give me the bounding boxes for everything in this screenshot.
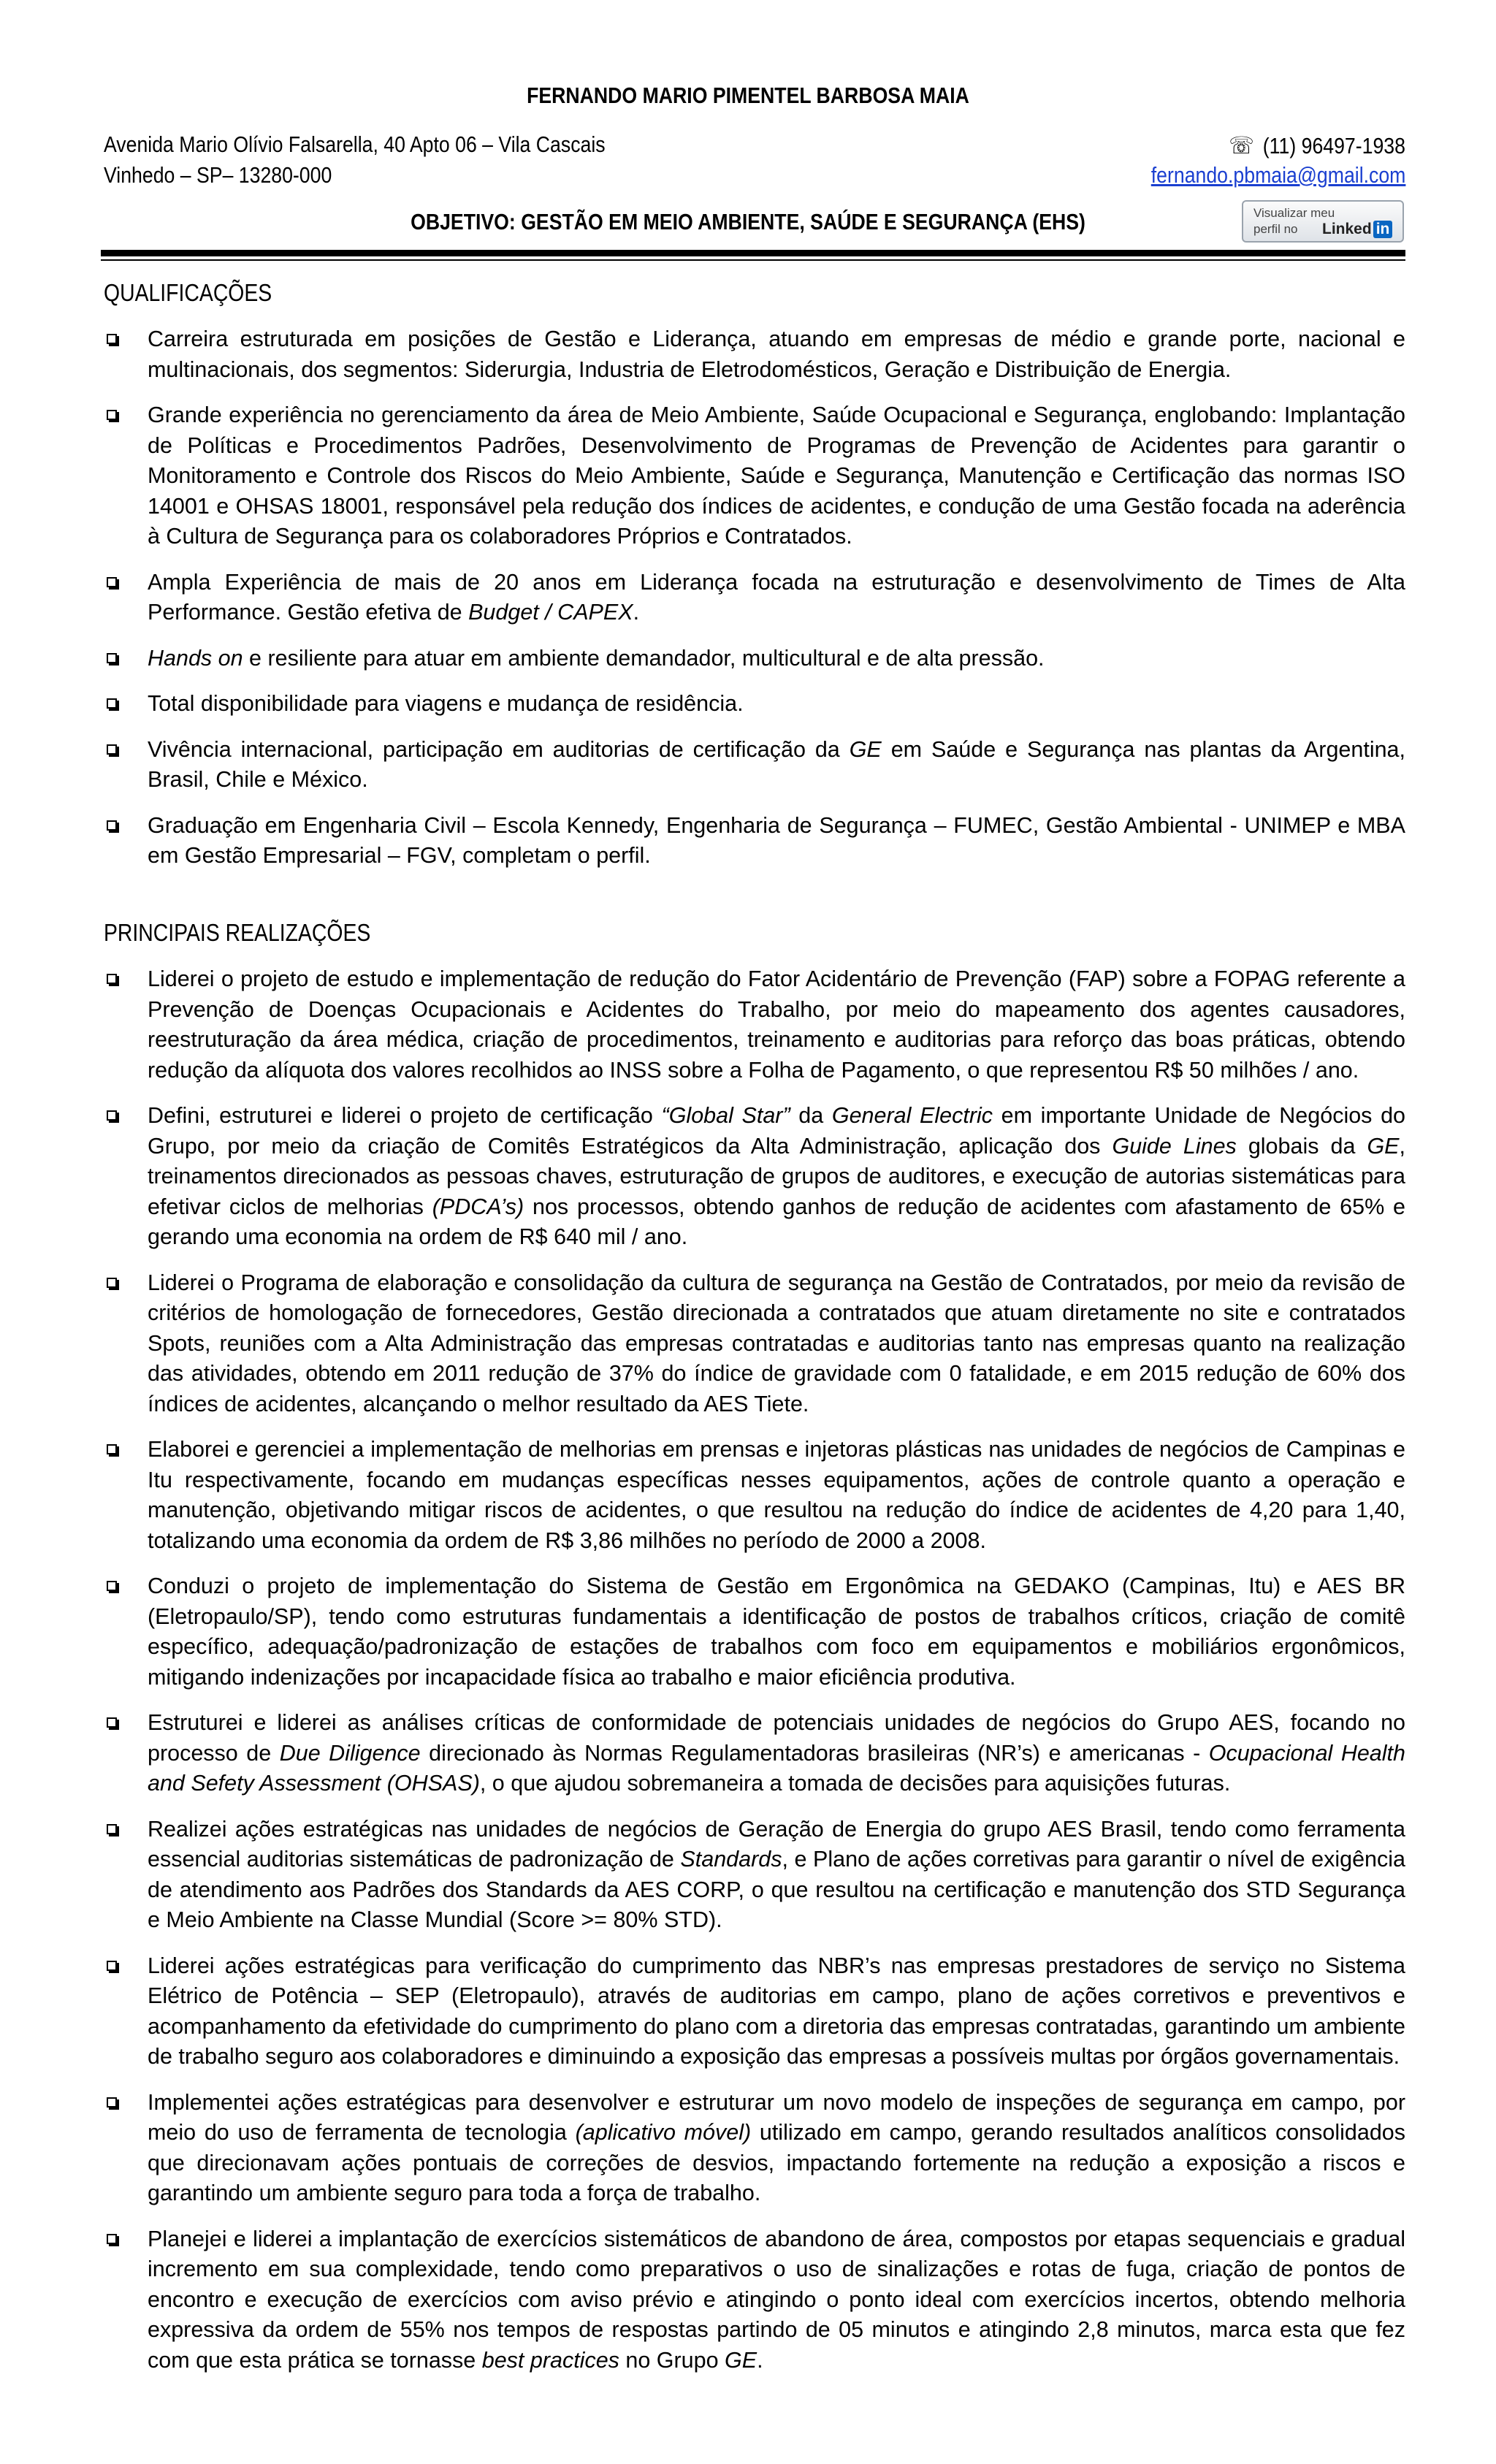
checkbox-bullet-icon	[107, 820, 117, 831]
list-item	[104, 964, 1405, 1086]
list-item-text	[148, 1268, 1405, 1420]
checkbox-bullet-icon	[107, 410, 117, 420]
text-run: em importante Unidade de Negócios do Grupo, por meio da criação de Comitês Estratégicos da Alta Administração, aplicação dos	[148, 1103, 1406, 1159]
checkbox-bullet-icon	[107, 1444, 117, 1454]
text-run: direcionado às Normas Regulamentadoras brasileiras (NR’s) e americanas -	[420, 1740, 1209, 1766]
list-item-text	[148, 324, 1405, 385]
text-run: Defini, estruturei e liderei o projeto de certificação	[148, 1103, 662, 1128]
list-item-text	[148, 1951, 1405, 2072]
list-item-text	[148, 2088, 1405, 2209]
text-run: Implementei ações estratégicas para desenvolver e estruturar um novo modelo de inspeções de segurança em campo, por meio do uso de ferramenta de tecnologia	[148, 2089, 1405, 2145]
list-item	[104, 644, 1405, 674]
list-item-text	[148, 1708, 1405, 1799]
text-run: globais da	[1236, 1133, 1367, 1159]
email-link[interactable]: fernando.pbmaia@gmail.com	[1150, 162, 1405, 188]
text-run: , o que ajudou sobremaneira a tomada de decisões para aquisições futuras.	[479, 1771, 1231, 1796]
list-item-text	[148, 1101, 1405, 1253]
checkbox-bullet-icon	[107, 653, 117, 663]
checkbox-bullet-icon	[107, 1581, 117, 1591]
checkbox-bullet-icon	[107, 577, 117, 587]
checkbox-bullet-icon	[107, 744, 117, 755]
list-item	[104, 1951, 1405, 2072]
text-run: e resiliente para atuar em ambiente demandador, multicultural e de alta pressão.	[243, 645, 1045, 671]
list-item	[104, 400, 1405, 552]
linkedin-in-box: in	[1373, 221, 1393, 238]
text-run: .	[633, 600, 640, 625]
list-item-text	[148, 644, 1405, 674]
emphasis-text: Due Diligence	[279, 1740, 421, 1766]
checkbox-bullet-icon	[107, 698, 117, 709]
text-run: Planejei e liderei a implantação de exercícios sistemáticos de abandono de área, compostos por etapas sequenciais e gradual incremento em sua complexidade, tendo como preparativos o uso de sinalizações e rotas de fuga, criação de pontos de encontro e execução de exercícios com aviso prévio e atingindo o ponto ideal com exercícios incertos, obtendo melhoria expressiva da ordem de 55% nos tempos de respostas partindo de 05 minutos e atingindo 2,8 minutos, marca esta que fez com que esta prática se tornasse	[148, 2226, 1405, 2373]
text-run: da	[790, 1103, 832, 1128]
realizacoes-list	[104, 964, 1405, 2391]
emphasis-text: GE	[1367, 1133, 1400, 1159]
candidate-name: FERNANDO MARIO PIMENTEL BARBOSA MAIA	[527, 83, 969, 108]
text-run: nos processos, obtendo ganhos de redução de acidentes com afastamento de 65% e gerando uma economia na ordem de R$ 640 mil / ano.	[148, 1194, 1406, 1249]
checkbox-bullet-icon	[107, 1717, 117, 1728]
checkbox-bullet-icon	[107, 1110, 117, 1121]
emphasis-text: Ocupacional Health and Sefety Assessment (OHSAS)	[148, 1740, 1405, 1796]
list-item-text	[148, 2224, 1405, 2376]
list-item-text	[148, 400, 1405, 552]
list-item-text	[148, 689, 1405, 720]
text-run: , e Plano de ações corretivas para garantir o nível de exigência de atendimento aos Padrões dos Standards da AES CORP, o que resultou na certificação e manutenção dos STD Segurança e Meio Ambiente na Classe Mundial (Score >= 80% STD).	[148, 1847, 1405, 1932]
checkbox-bullet-icon	[107, 1278, 117, 1288]
text-run: utilizado em campo, gerando resultados analíticos consolidados que direcionavam ações pontuais de correções de desvios, impactando fortemente na redução a exposição a riscos e garantindo um ambiente seguro para toda a força de trabalho.	[148, 2120, 1405, 2205]
text-run: Liderei o Programa de elaboração e consolidação da cultura de segurança na Gestão de Contratados, por meio da revisão de critérios de homologação de fornecedores, Gestão direcionada a contratados que atuam diretamente no site e contratados Spots, reuniões com a Alta Administração das empresas contratadas e auditorias tanto nas empresas quanto na realização das atividades, obtendo em 2011 redução de 37% do índice de gravidade com 0 fatalidade, e em 2015 redução de 60% dos índices de acidentes, alcançando o melhor resultado da AES Tiete.	[148, 1270, 1405, 1416]
list-item-text	[148, 735, 1405, 796]
phone-icon: ☏	[1229, 132, 1254, 159]
list-item	[104, 1101, 1405, 1253]
checkbox-bullet-icon	[107, 1824, 117, 1834]
text-run: Elaborei e gerenciei a implementação de melhorias em prensas e injetoras plásticas nas unidades de negócios de Campinas e Itu respectivamente, focando em mudanças específicas nesses equipamentos, ações de controle quanto a operação e manutenção, objetivando mitigar riscos de acidentes, o que resultou na redução do índice de acidentes de 4,20 para 1,40, totalizando uma economia da ordem de R$ 3,86 milhões no período de 2000 a 2008.	[148, 1437, 1405, 1553]
header-divider	[101, 250, 1405, 256]
text-run: , treinamentos direcionados as pessoas chaves, estruturação de grupos de auditores, e execução de autorias sistemáticas para efetivar ciclos de melhorias	[148, 1133, 1406, 1219]
text-run: Conduzi o projeto de implementação do Sistema de Gestão em Ergonômica na GEDAKO (Campinas, Itu) e AES BR (Eletropaulo/SP), tendo como estruturas fundamentais a identificação de postos de trabalhos críticos, criação de comitê específico, adequação/padronização de estações de trabalhos com foco em equipamentos e mobiliários ergonômicos, mitigando indenizações por incapacidade física ao trabalho e maior eficiência produtiva.	[148, 1574, 1405, 1690]
checkbox-bullet-icon	[107, 2234, 117, 2244]
linkedin-profile-button[interactable]	[1242, 200, 1404, 243]
checkbox-bullet-icon	[107, 334, 117, 344]
text-run: no Grupo	[619, 2347, 725, 2373]
linkedin-brand-text: Linked	[1322, 221, 1372, 237]
list-item-text	[148, 1435, 1405, 1556]
list-item	[104, 1708, 1405, 1799]
text-run: em Saúde e Segurança nas plantas da Argentina, Brasil, Chile e México.	[148, 736, 1405, 792]
section-title-qualificacoes: QUALIFICAÇÕES	[104, 279, 272, 306]
linkedin-logo	[1322, 221, 1392, 238]
objective-title: OBJETIVO: GESTÃO EM MEIO AMBIENTE, SAÚDE E SEGURANÇA (EHS)	[411, 209, 1085, 234]
list-item	[104, 2224, 1405, 2376]
emphasis-text: Budget / CAPEX	[468, 600, 633, 625]
emphasis-text: (aplicativo móvel)	[575, 2120, 752, 2145]
qualificacoes-list	[104, 324, 1405, 887]
checkbox-bullet-icon	[107, 2097, 117, 2108]
list-item-text	[148, 964, 1405, 1086]
text-run: Realizei ações estratégicas nas unidades de negócios de Geração de Energia do grupo AES Brasil, tendo como ferramenta essencial auditorias sistemáticas de padronização de	[148, 1816, 1405, 1872]
text-run: Estruturei e liderei as análises críticas de conformidade de potenciais unidades de negócios do Grupo AES, focando no processo de	[148, 1710, 1405, 1766]
text-run: Liderei ações estratégicas para verificação do cumprimento das NBR’s nas empresas prestadores de serviço no Sistema Elétrico de Potência – SEP (Eletropaulo), através de auditorias em campo, plano de ações corretivos e preventivos e acompanhamento da efetividade do cumprimento do plano com a diretoria das empresas contratadas, garantindo um ambiente de trabalho seguro aos colaboradores e diminuindo a exposição das empresas a possíveis multas por órgãos governamentais.	[148, 1953, 1405, 2069]
emphasis-text: Guide Lines	[1112, 1133, 1237, 1159]
emphasis-text: (PDCA’s)	[432, 1194, 524, 1219]
list-item-text	[148, 1571, 1405, 1693]
emphasis-text: best practices	[481, 2347, 619, 2373]
list-item-text	[148, 811, 1405, 871]
text-run: Carreira estruturada em posições de Gestão e Liderança, atuando em empresas de médio e grande porte, nacional e multinacionais, dos segmentos: Siderurgia, Industria de Eletrodomésticos, Geração e Distribuição de Energia.	[148, 327, 1405, 382]
address-line-1: Avenida Mario Olívio Falsarella, 40 Apto 06 – Vila Cascais	[104, 131, 606, 157]
list-item-text	[148, 1815, 1405, 1936]
list-item	[104, 1268, 1405, 1420]
header-divider-thin	[101, 259, 1405, 261]
emphasis-text: Standards	[680, 1847, 782, 1872]
list-item-text	[148, 568, 1405, 628]
list-item	[104, 324, 1405, 385]
list-item	[104, 735, 1405, 796]
text-run: Total disponibilidade para viagens e mudança de residência.	[148, 691, 744, 716]
linkedin-badge-line1: Visualizar meu	[1253, 206, 1335, 220]
text-run: Vivência internacional, participação em auditorias de certificação da	[148, 736, 850, 762]
text-run: .	[757, 2347, 763, 2373]
list-item	[104, 2088, 1405, 2209]
checkbox-bullet-icon	[107, 974, 117, 984]
address-line-2: Vinhedo – SP– 13280-000	[104, 162, 332, 188]
text-run: Grande experiência no gerenciamento da área de Meio Ambiente, Saúde Ocupacional e Segurança, englobando: Implantação de Políticas e Procedimentos Padrões, Desenvolvimento de Programas de Prevenção de Acidentes para garantir o Monitoramento e Controle dos Riscos do Meio Ambiente, Saúde e Segurança, Manutenção e Certificação das normas ISO 14001 e OHSAS 18001, responsável pela redução dos índices de acidentes, e condução de uma Gestão focada na aderência à Cultura de Segurança para os colaboradores Próprios e Contratados.	[148, 403, 1405, 549]
list-item	[104, 1435, 1405, 1556]
section-title-realizacoes: PRINCIPAIS REALIZAÇÕES	[104, 919, 371, 946]
list-item	[104, 1815, 1405, 1936]
emphasis-text: GE	[725, 2347, 757, 2373]
linkedin-badge-line2: perfil no	[1253, 222, 1298, 236]
list-item	[104, 1571, 1405, 1693]
emphasis-text: General Electric	[831, 1103, 993, 1128]
list-item	[104, 689, 1405, 720]
text-run: Liderei o projeto de estudo e implementação de redução do Fator Acidentário de Prevenção (FAP) sobre a FOPAG referente a Prevenção de Doenças Ocupacionais e Acidentes do Trabalho, por meio do mapeamento dos agentes causadores, reestruturação da área médica, criação de procedimentos, treinamento e auditorias para reforço das boas práticas, obtendo redução da alíquota dos valores recolhidos ao INSS sobre a Folha de Pagamento, o que representou R$ 50 milhões / ano.	[148, 966, 1405, 1083]
emphasis-text: “Global Star”	[661, 1103, 790, 1128]
text-run: Ampla Experiência de mais de 20 anos em Liderança focada na estruturação e desenvolvimento de Times de Alta Performance. Gestão efetiva de	[148, 569, 1405, 625]
text-run: Graduação em Engenharia Civil – Escola Kennedy, Engenharia de Segurança – FUMEC, Gestão Ambiental - UNIMEP e MBA em Gestão Empresarial – FGV, completam o perfil.	[148, 812, 1405, 868]
emphasis-text: GE	[849, 736, 882, 762]
emphasis-text: Hands on	[148, 645, 243, 671]
checkbox-bullet-icon	[107, 1961, 117, 1971]
list-item	[104, 811, 1405, 871]
list-item	[104, 568, 1405, 628]
phone-text: (11) 96497-1938	[1262, 133, 1405, 159]
phone-number	[1229, 131, 1405, 159]
